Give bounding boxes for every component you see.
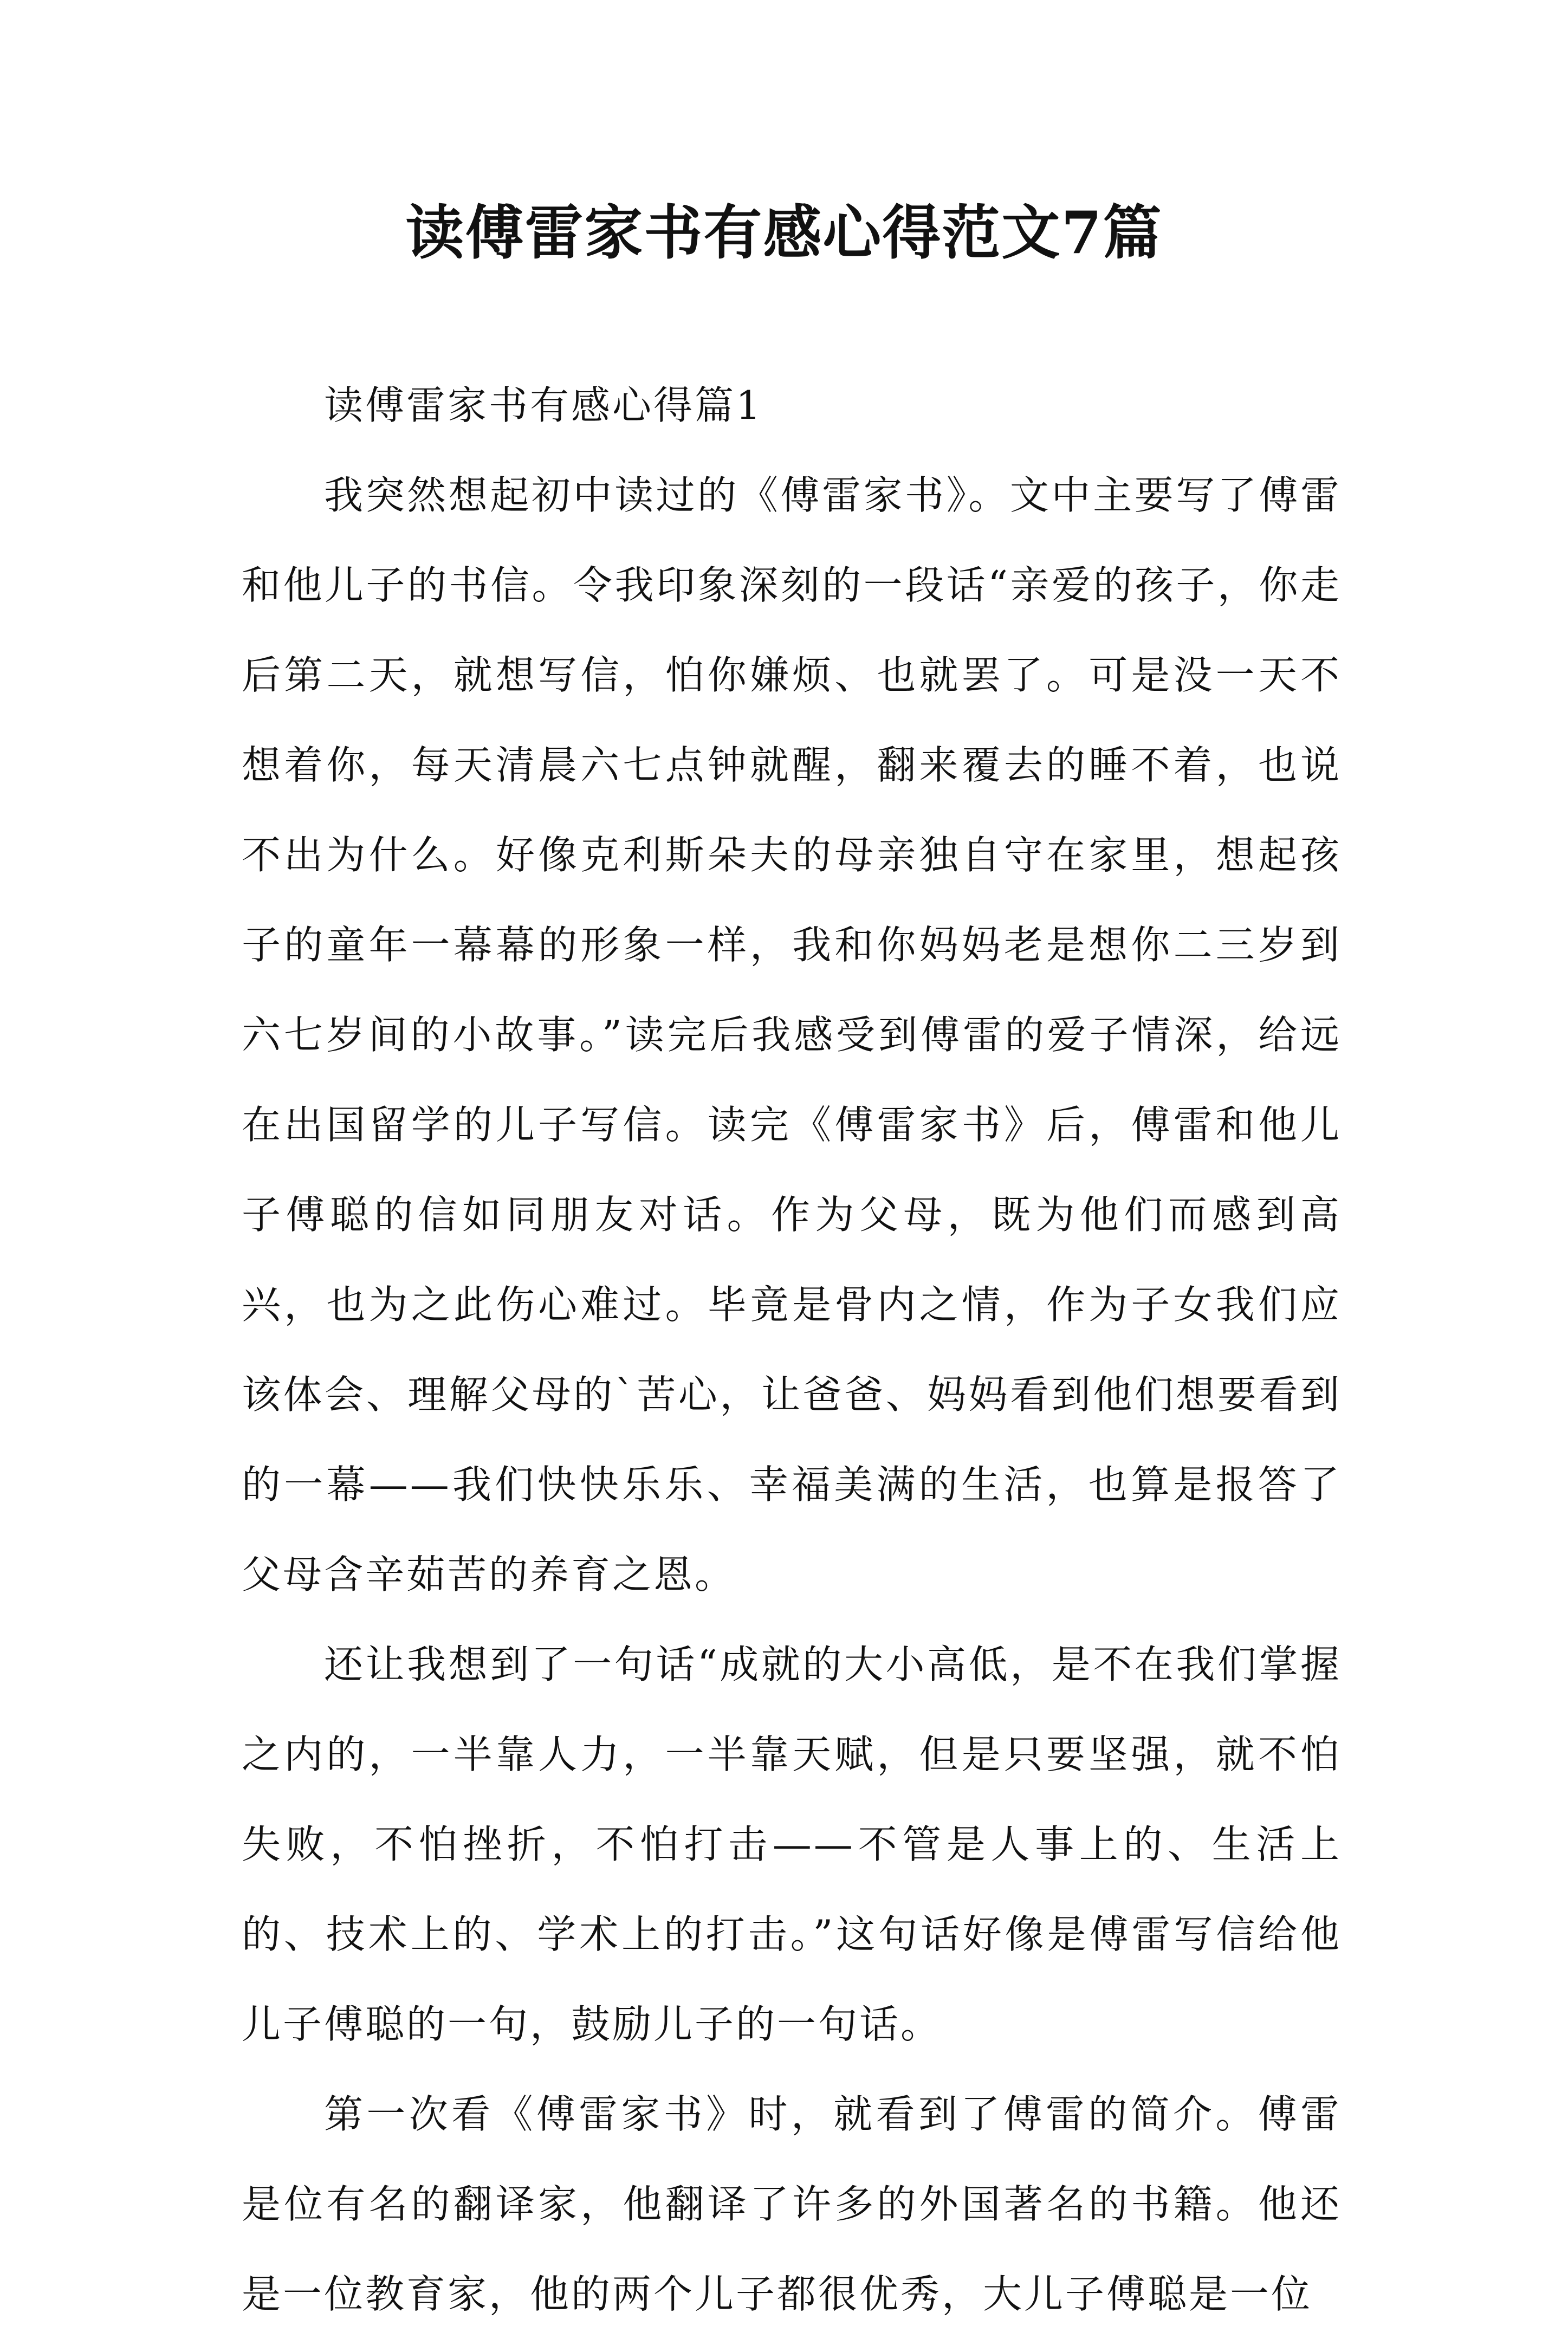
paragraph: 我突然想起初中读过的《傅雷家书》。文中主要写了傅雷和他儿子的书信。令我印象深刻的一段话“亲爱的孩子，你走后第二天，就想写信，怕你嫌烦、也就罢了。可是没一天不想着你，每天清晨六七点钟就醒，翻来覆去的睡不着，也说不出为什么。好像克利斯朵夫的母亲独自守在家里，想起孩子的童年一幕幕的形象一样，我和你妈妈老是想你二三岁到六七岁间的小故事。”读完后我感受到傅雷的爱子情深，给远在出国留学的儿子写信。读完《傅雷家书》后，傅雷和他儿子傅聪的信如同朋友对话。作为父母，既为他们而感到高兴，也为之此伤心难过。毕竟是骨内之情，作为子女我们应该体会、理解父母的`苦心，让爸爸、妈妈看到他们想要看到的一幕——我们快快乐乐、幸福美满的生活，也算是报答了父母含辛茹苦的养育之恩。 xyxy=(242,472,1342,1597)
paragraph: 还让我想到了一句话“成就的大小高低，是不在我们掌握之内的，一半靠人力，一半靠天赋，但是只要坚强，就不怕失败，不怕挫折，不怕打击——不管是人事上的、生活上的、技术上的、学术上的打击。”这句话好像是傅雷写信给他儿子傅聪的一句，鼓励儿子的一句话。 xyxy=(242,1642,1342,2047)
paragraph: 第一次看《傅雷家书》时，就看到了傅雷的简介。傅雷是位有名的翻译家，他翻译了许多的外国著名的书籍。他还是一位教育家，他的两个儿子都很优秀，大儿子傅聪是一位 xyxy=(242,2091,1342,2317)
document-title: 读傅雷家书有感心得范文7篇 xyxy=(405,199,1163,267)
document-body xyxy=(242,360,1342,2339)
section-heading: 读傅雷家书有感心得篇1 xyxy=(324,383,763,428)
